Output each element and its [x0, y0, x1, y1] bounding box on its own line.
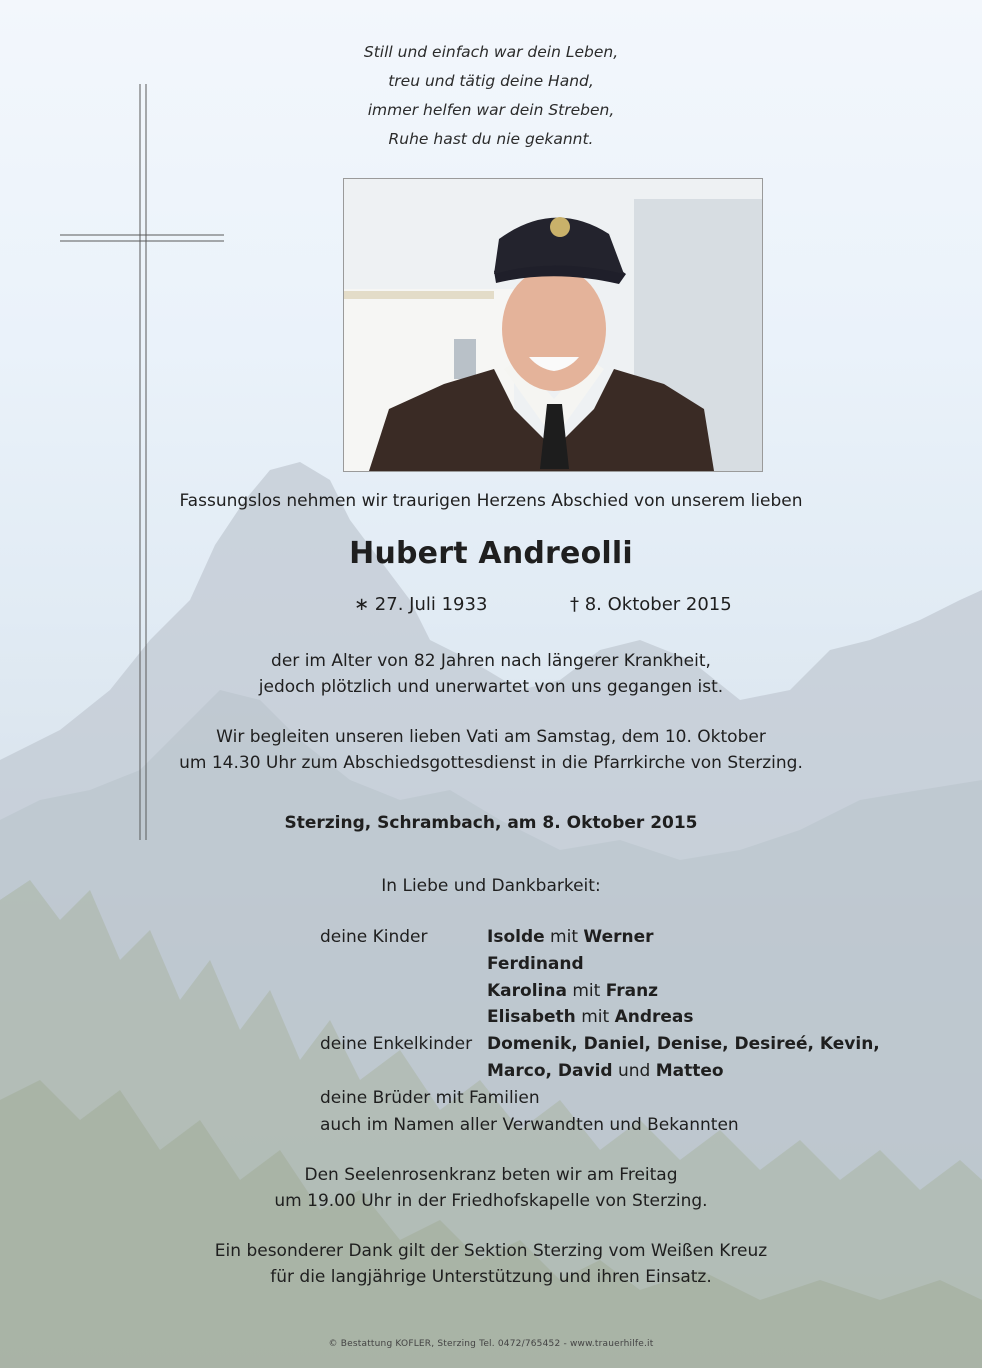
family-name: Isolde	[487, 927, 545, 947]
footer-credit: © Bestattung KOFLER, Sterzing Tel. 0472/765452 - www.trauerhilfe.it	[328, 1339, 654, 1349]
brueder-line: deine Brüder mit Familien	[320, 1087, 540, 1108]
verwandte-line: auch im Namen aller Verwandten und Bekannten	[320, 1114, 739, 1135]
love-line: In Liebe und Dankbarkeit:	[381, 876, 601, 896]
family-name: Karolina	[487, 980, 567, 1001]
poem	[0, 38, 982, 154]
paragraph-line: um 19.00 Uhr in der Friedhofskapelle von Sterzing.	[274, 1191, 708, 1211]
connector-text: mit	[544, 927, 584, 947]
family-name: Marco, David	[487, 1060, 613, 1081]
paragraph-line: Den Seelenrosenkranz beten wir am Freitag	[304, 1165, 678, 1185]
connector-text: mit	[566, 980, 606, 1001]
intro-text: Fassungslos nehmen wir traurigen Herzens Abschied von unserem lieben	[179, 491, 803, 511]
poem-line: treu und tätig deine Hand,	[388, 72, 594, 90]
illness-paragraph	[0, 648, 982, 700]
enkel-entry	[487, 1058, 724, 1085]
enkel-label: deine Enkelkinder	[320, 1034, 473, 1055]
family-name: Franz	[605, 980, 659, 1001]
paragraph-line: der im Alter von 82 Jahren nach längerer Krankheit,	[271, 651, 711, 671]
portrait-photo	[343, 178, 763, 472]
connector-text: und	[612, 1060, 656, 1081]
family-name: Ferdinand	[487, 953, 584, 974]
deceased-name: Hubert Andreolli	[349, 536, 633, 571]
paragraph-line: Wir begleiten unseren lieben Vati am Samstag, dem 10. Oktober	[216, 727, 766, 747]
enkel-entry	[487, 1031, 880, 1058]
birth-date: ∗ 27. Juli 1933	[354, 594, 488, 615]
family-name: Werner	[583, 927, 654, 947]
place-date: Sterzing, Schrambach, am 8. Oktober 2015	[284, 813, 698, 833]
paragraph-line: für die langjährige Unterstützung und ihren Einsatz.	[270, 1267, 712, 1287]
poem-line: Ruhe hast du nie gekannt.	[388, 130, 594, 148]
death-date: † 8. Oktober 2015	[570, 594, 732, 615]
paragraph-line: Ein besonderer Dank gilt der Sektion Sterzing vom Weißen Kreuz	[214, 1241, 768, 1261]
paragraph-line: jedoch plötzlich und unerwartet von uns gegangen ist.	[258, 677, 724, 697]
rosary-paragraph	[0, 1162, 982, 1214]
kinder-label: deine Kinder	[320, 927, 428, 947]
family-name: Domenik, Daniel, Denise, Desireé, Kevin,	[487, 1034, 880, 1055]
family-name: Andreas	[614, 1007, 694, 1028]
thanks-paragraph	[0, 1238, 982, 1290]
kinder-entry	[487, 924, 654, 951]
kinder-entry	[487, 978, 658, 1005]
poem-line: immer helfen war dein Streben,	[367, 101, 615, 119]
poem-line: Still und einfach war dein Leben,	[363, 43, 619, 61]
paragraph-line: um 14.30 Uhr zum Abschiedsgottesdienst in die Pfarrkirche von Sterzing.	[179, 753, 803, 773]
kinder-entry	[487, 951, 584, 978]
funeral-paragraph	[0, 724, 982, 776]
family-name: Matteo	[655, 1060, 724, 1081]
kinder-entry	[487, 1004, 694, 1031]
connector-text: mit	[575, 1007, 615, 1028]
family-name: Elisabeth	[487, 1007, 576, 1028]
